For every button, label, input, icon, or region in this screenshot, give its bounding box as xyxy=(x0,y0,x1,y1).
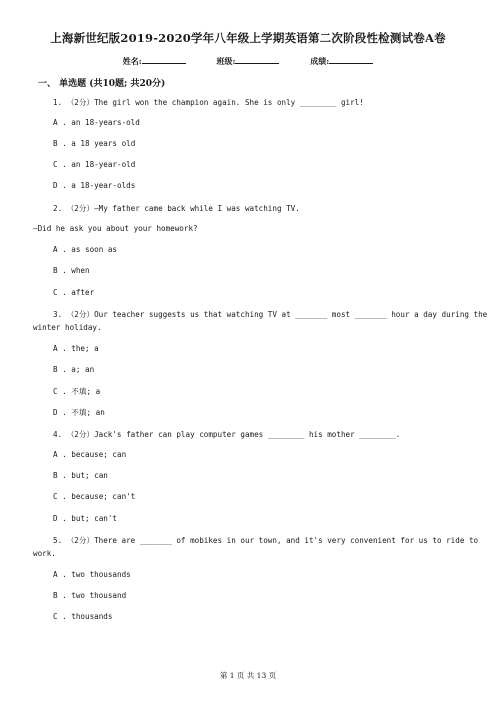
score-field xyxy=(310,55,373,67)
question-2-option-b: B . when xyxy=(53,266,90,275)
class-blank xyxy=(235,55,279,64)
question-4-option-a: A . because; can xyxy=(53,450,127,459)
question-5-option-c: C . thousands xyxy=(53,612,113,621)
student-info-row xyxy=(0,55,496,67)
question-3-option-a: A . the; a xyxy=(53,344,99,353)
question-2-option-a: A . as soon as xyxy=(53,245,118,254)
question-3-option-d: D . 不填; an xyxy=(53,408,105,417)
score-blank xyxy=(329,55,373,64)
class-field xyxy=(217,55,280,67)
name-label: 姓名: xyxy=(122,56,142,66)
question-4-option-d: D . but; can't xyxy=(53,514,118,523)
question-3-option-b: B . a; an xyxy=(53,365,95,374)
question-4-stem: 4. （2分）Jack's father can play computer games ________ his mother ________. xyxy=(53,430,401,439)
name-blank xyxy=(142,55,186,64)
question-5-option-b: B . two thousand xyxy=(53,591,127,600)
page-title: 上海新世纪版2019-2020学年八年级上学期英语第二次阶段性检测试卷A卷 xyxy=(50,31,446,45)
class-label: 班级: xyxy=(216,56,236,66)
score-label: 成绩: xyxy=(310,56,330,66)
question-2-stem-line2: —Did he ask you about your homework? xyxy=(33,224,198,233)
question-1-option-d: D . a 18-year-olds xyxy=(53,181,136,190)
question-4-option-c: C . because; can't xyxy=(53,492,136,501)
name-field xyxy=(123,55,186,67)
question-2-option-c: C . after xyxy=(53,288,95,297)
question-2-stem: 2. （2分）—My father came back while I was watching TV. xyxy=(53,204,300,213)
page-footer: 第 1 页 共 13 页 xyxy=(219,671,277,680)
question-1-option-a: A . an 18-years-old xyxy=(53,118,140,127)
section-heading: 一、 单选题 (共10题; 共20分) xyxy=(38,79,166,89)
question-5-stem-cont: work. xyxy=(33,549,56,558)
question-3-stem: 3. （2分）Our teacher suggests us that watching TV at _______ most _______ hour a day during the xyxy=(53,310,488,319)
question-4-option-b: B . but; can xyxy=(53,471,108,480)
question-1-option-c: C . an 18-year-old xyxy=(53,160,136,169)
question-3-option-c: C . 不填; a xyxy=(53,387,101,396)
question-5-stem: 5. （2分）There are _______ of mobikes in our town, and it's very convenient for us to ride to xyxy=(53,536,479,545)
question-1-option-b: B . a 18 years old xyxy=(53,139,136,148)
question-5-option-a: A . two thousands xyxy=(53,570,131,579)
question-1-stem: 1. （2分）The girl won the champion again. She is only ________ girl! xyxy=(53,98,364,107)
question-3-stem-cont: winter holiday. xyxy=(33,323,102,332)
